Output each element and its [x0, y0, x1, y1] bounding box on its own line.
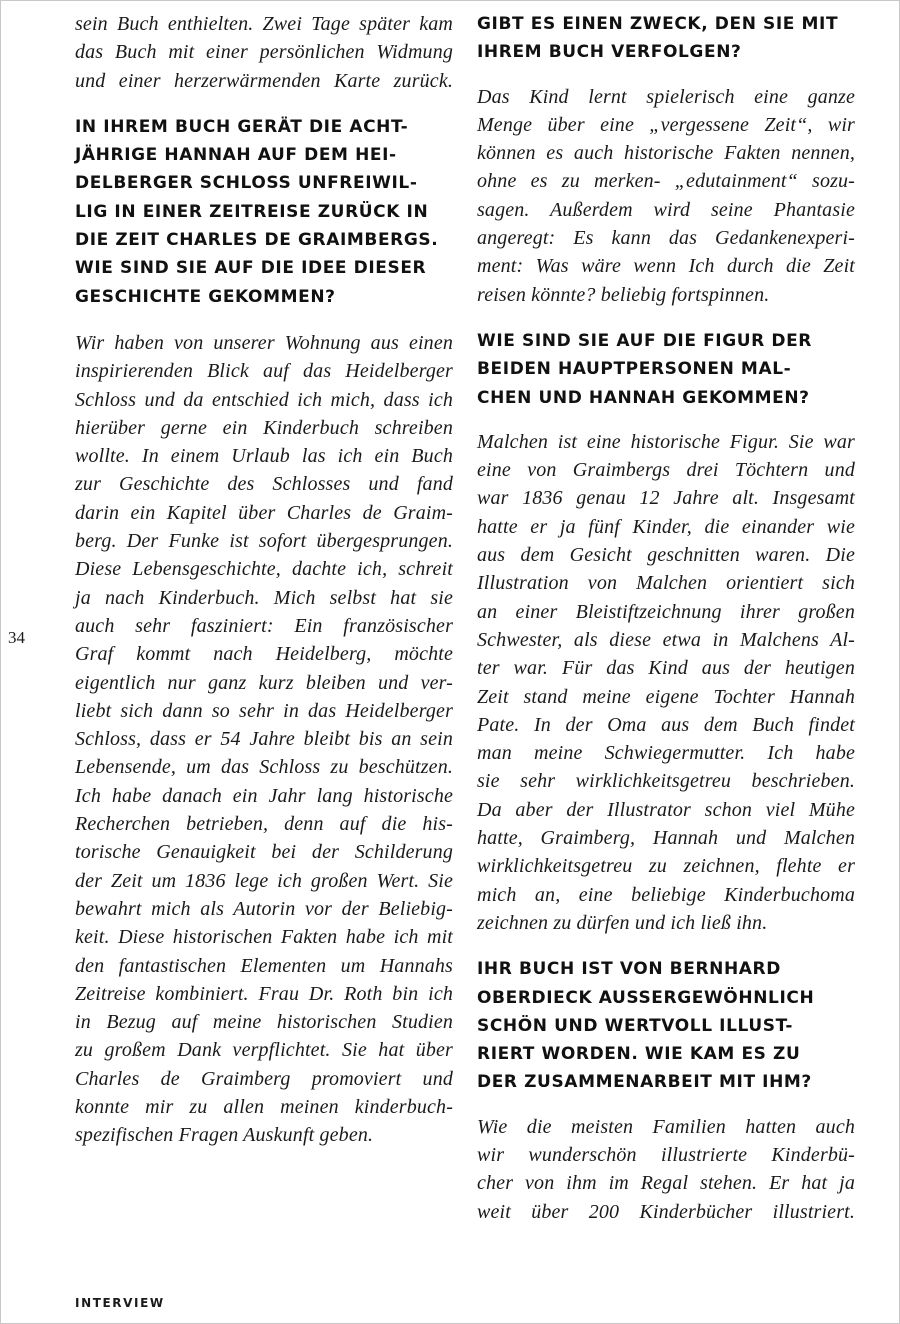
text-line: zur Geschichte des Schlosses und fand: [75, 473, 453, 496]
heading-line: CHEN UND HANNAH GEKOMMEN?: [477, 387, 810, 408]
answer-paragraph-2: [477, 83, 855, 309]
text-line: der Zeit um 1836 lege ich großen Wert. Sie: [75, 869, 453, 892]
heading-line: IHREM BUCH VERFOLGEN?: [477, 42, 742, 63]
page-number: 34: [8, 628, 25, 647]
text-line: und einer herzerwärmenden Karte zurück.: [75, 69, 453, 92]
answer-paragraph-1: [75, 329, 453, 1150]
text-line: Graf kommt nach Heidelberg, möchte: [75, 643, 453, 666]
heading-line: WIE SIND SIE AUF DIE FIGUR DER: [477, 330, 812, 351]
text-line: den fantastischen Elementen um Hannahs: [75, 954, 453, 977]
heading-line: DIE ZEIT CHARLES DE GRAIMBERGS.: [75, 230, 439, 251]
text-line: war 1836 genau 12 Jahre alt. Insgesamt: [477, 487, 855, 510]
text-line: konnte mir zu allen meinen kinderbuch-: [75, 1095, 453, 1118]
question-heading-4: [477, 955, 855, 1096]
heading-line: SCHÖN UND WERTVOLL ILLUST-: [477, 1015, 793, 1036]
text-line: ment: Was wäre wenn Ich durch die Zeit: [477, 255, 855, 278]
text-line: angeregt: Es kann das Gedankenexperi-: [477, 227, 855, 250]
heading-line: JÄHRIGE HANNAH AUF DEM HEI-: [75, 145, 397, 166]
text-line: darin ein Kapitel über Charles de Graim-: [75, 501, 453, 524]
text-line: Wie die meisten Familien hatten auch: [477, 1115, 855, 1138]
text-line: Illustration von Malchen orientiert sich: [477, 572, 855, 595]
text-line: hatte, Graimberg, Hannah und Malchen: [477, 827, 855, 850]
text-line: Diese Lebensgeschichte, dachte ich, schreit: [75, 558, 453, 581]
text-line: reisen könnte? beliebig fortspinnen.: [477, 283, 770, 306]
text-line: auch sehr fasziniert: Ein französischer: [75, 614, 453, 637]
answer-paragraph-3: [477, 428, 855, 937]
question-heading-1: [75, 113, 453, 311]
text-line: Wir haben von unserer Wohnung aus einen: [75, 331, 453, 354]
text-line: wir wunderschön illustrierte Kinderbü-: [477, 1143, 855, 1166]
text-line: hierüber gerne ein Kinderbuch schreiben: [75, 416, 453, 439]
heading-line: IHR BUCH IST VON BERNHARD: [477, 959, 781, 980]
text-line: Ich habe danach ein Jahr lang historische: [75, 784, 453, 807]
text-line: man meine Schwiegermutter. Ich habe: [477, 742, 855, 765]
heading-line: GESCHICHTE GEKOMMEN?: [75, 286, 336, 307]
heading-line: BEIDEN HAUPTPERSONEN MAL-: [477, 359, 792, 380]
text-line: torische Genauigkeit bei der Schilderung: [75, 841, 453, 864]
text-line: Malchen ist eine historische Figur. Sie war: [477, 430, 855, 453]
text-line: wollte. In einem Urlaub las ich ein Buch: [75, 445, 453, 468]
heading-line: DER ZUSAMMENARBEIT MIT IHM?: [477, 1072, 812, 1093]
text-line: Da aber der Illustrator schon viel Mühe: [477, 798, 855, 821]
text-line: Das Kind lernt spielerisch eine ganze: [477, 85, 855, 108]
text-line: ja nach Kinderbuch. Mich selbst hat sie: [75, 586, 453, 609]
text-line: sie sehr wirklichkeitsgetreu beschrieben.: [477, 770, 855, 793]
text-line: Charles de Graimberg promoviert und: [75, 1067, 453, 1090]
text-line: sein Buch enthielten. Zwei Tage später kam: [75, 13, 453, 35]
text-line: Zeit stand meine eigene Tochter Hannah: [477, 685, 855, 708]
heading-line: GIBT ES EINEN ZWECK, DEN SIE MIT: [477, 14, 839, 34]
text-line: das Buch mit einer persönlichen Widmung: [75, 41, 453, 64]
text-line: spezifischen Fragen Auskunft geben.: [75, 1124, 374, 1147]
text-line: können es auch historische Fakten nennen,: [477, 142, 855, 165]
question-heading-2: [477, 10, 855, 67]
text-line: aus dem Gesicht geschnitten waren. Die: [477, 544, 855, 567]
heading-line: OBERDIECK AUSSERGEWÖHNLICH: [477, 987, 815, 1008]
heading-line: WIE SIND SIE AUF DIE IDEE DIESER: [75, 258, 427, 279]
text-line: cher von ihm im Regal stehen. Er hat ja: [477, 1172, 855, 1195]
text-line: wirklichkeitsgetreu zu zeichnen, flehte er: [477, 855, 855, 878]
text-line: weit über 200 Kinderbücher illustriert.: [477, 1200, 855, 1223]
text-line: in Bezug auf meine historischen Studien: [75, 1011, 453, 1034]
text-line: Schloss, dass er 54 Jahre bleibt bis an sein: [75, 728, 453, 751]
heading-line: DELBERGER SCHLOSS UNFREIWIL-: [75, 173, 418, 194]
text-line: inspirierenden Blick auf das Heidelberger: [75, 360, 453, 383]
right-column: [477, 10, 855, 1226]
text-line: Recherchen betrieben, denn auf die his-: [75, 813, 453, 836]
text-line: Menge über eine „vergessene Zeit“, wir: [477, 113, 855, 136]
text-line: bewahrt mich als Autorin vor der Beliebig-: [75, 897, 453, 920]
text-line: ter war. Für das Kind aus der heutigen: [477, 657, 855, 680]
text-line: Schwester, als diese etwa in Malchens Al-: [477, 628, 855, 651]
left-column: [75, 10, 453, 1150]
text-line: Lebensende, um das Schloss zu beschützen.: [75, 756, 453, 779]
text-line: sagen. Außerdem wird seine Phantasie: [477, 198, 855, 221]
text-line: eigentlich nur ganz kurz bleiben und ver-: [75, 671, 453, 694]
text-line: berg. Der Funke ist sofort übergesprungen.: [75, 530, 453, 553]
heading-line: IN IHREM BUCH GERÄT DIE ACHT-: [75, 116, 409, 137]
heading-line: RIERT WORDEN. WIE KAM ES ZU: [477, 1044, 801, 1065]
text-line: an einer Bleistiftzeichnung ihrer großen: [477, 600, 855, 623]
text-line: Schloss und da entschied ich mich, dass ich: [75, 388, 453, 411]
text-line: mich an, eine beliebige Kinderbuchoma: [477, 883, 855, 906]
text-line: liebt sich dann so sehr in das Heidelberger: [75, 699, 453, 722]
text-line: ohne es zu merken- „edutainment“ sozu-: [477, 170, 855, 193]
text-line: zeichnen zu dürfen und ich ließ ihn.: [477, 911, 768, 934]
text-line: zu großem Dank verpflichtet. Sie hat über: [75, 1039, 453, 1062]
intro-paragraph: [75, 10, 453, 95]
section-label: INTERVIEW: [75, 1296, 165, 1310]
text-line: Zeitreise kombiniert. Frau Dr. Roth bin ich: [75, 982, 453, 1005]
heading-line: LIG IN EINER ZEITREISE ZURÜCK IN: [75, 201, 429, 222]
question-heading-3: [477, 327, 855, 412]
text-line: hatte er ja fünf Kinder, die einander wie: [477, 515, 855, 538]
text-line: keit. Diese historischen Fakten habe ich mit: [75, 926, 453, 949]
text-line: Pate. In der Oma aus dem Buch findet: [477, 713, 855, 736]
answer-paragraph-4: [477, 1113, 855, 1226]
text-line: eine von Graimbergs drei Töchtern und: [477, 459, 855, 482]
